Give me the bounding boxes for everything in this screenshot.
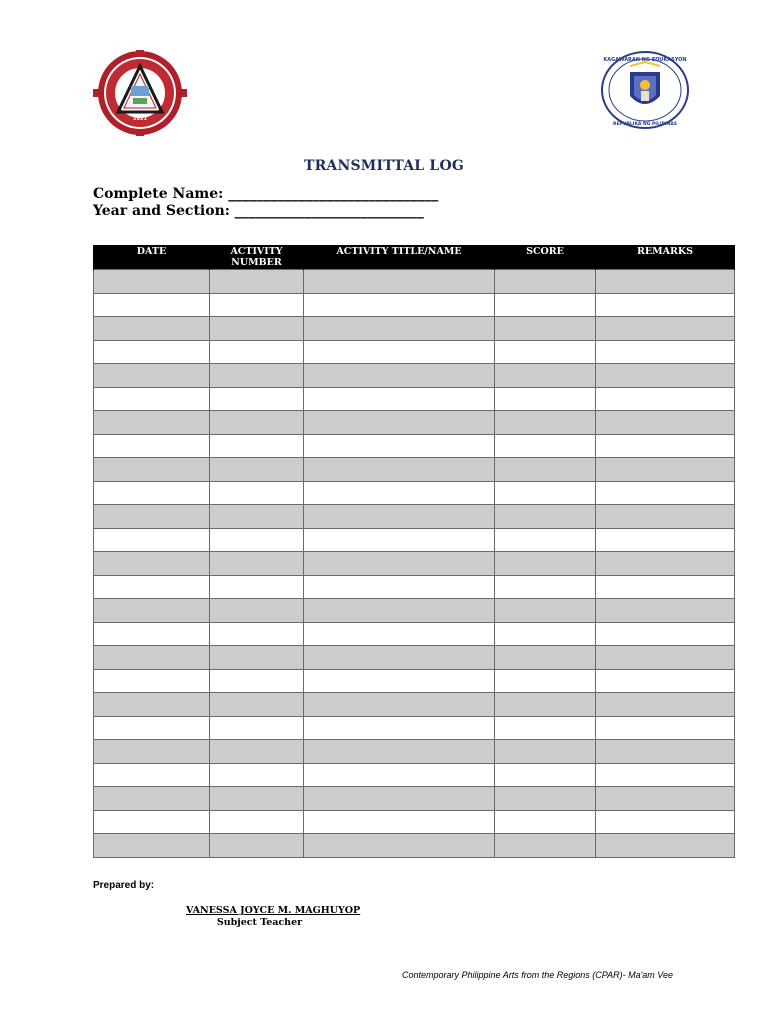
table-cell[interactable] [596, 716, 735, 740]
svg-text:KAGAWARAN NG EDUKASYON: KAGAWARAN NG EDUKASYON [603, 57, 687, 63]
table-cell[interactable] [94, 622, 210, 646]
table-cell[interactable] [94, 646, 210, 670]
table-row [94, 763, 735, 787]
table-row [94, 716, 735, 740]
column-header-activity-number: ACTIVITY NUMBER [210, 245, 304, 270]
table-row [94, 458, 735, 482]
table-cell[interactable] [304, 270, 495, 294]
table-cell[interactable] [210, 458, 304, 482]
table-cell[interactable] [304, 575, 495, 599]
year-section-field[interactable]: Year and Section: ___________________________ [93, 203, 424, 219]
table-cell[interactable] [495, 552, 596, 576]
table-cell[interactable] [210, 575, 304, 599]
table-cell[interactable] [304, 787, 495, 811]
table-body [94, 270, 735, 858]
table-row [94, 810, 735, 834]
table-cell[interactable] [495, 646, 596, 670]
table-cell[interactable] [596, 293, 735, 317]
column-header-remarks: REMARKS [596, 245, 735, 270]
table-cell[interactable] [304, 669, 495, 693]
table-row [94, 740, 735, 764]
table-cell[interactable] [495, 575, 596, 599]
table-cell[interactable] [495, 716, 596, 740]
table-cell[interactable] [495, 411, 596, 435]
table-cell[interactable] [94, 293, 210, 317]
table-cell[interactable] [596, 646, 735, 670]
table-row [94, 317, 735, 341]
table-cell[interactable] [495, 834, 596, 858]
table-cell[interactable] [495, 364, 596, 388]
table-cell[interactable] [596, 740, 735, 764]
table-cell[interactable] [210, 669, 304, 693]
page-title: TRANSMITTAL LOG [303, 158, 464, 174]
table-row [94, 528, 735, 552]
table-cell[interactable] [94, 340, 210, 364]
table-cell[interactable] [94, 834, 210, 858]
teacher-role: Subject Teacher [216, 917, 303, 928]
table-cell[interactable] [596, 458, 735, 482]
table-row [94, 599, 735, 623]
table-cell[interactable] [94, 669, 210, 693]
table-cell[interactable] [210, 528, 304, 552]
table-cell[interactable] [304, 364, 495, 388]
table-cell[interactable] [94, 575, 210, 599]
table-cell[interactable] [495, 340, 596, 364]
table-cell[interactable] [304, 810, 495, 834]
table-cell[interactable] [596, 411, 735, 435]
table-cell[interactable] [210, 317, 304, 341]
table-cell[interactable] [495, 505, 596, 529]
table-row [94, 646, 735, 670]
table-cell[interactable] [304, 340, 495, 364]
column-header-date: DATE [94, 245, 210, 270]
table-row [94, 834, 735, 858]
table-row [94, 411, 735, 435]
table-cell[interactable] [210, 693, 304, 717]
table-cell[interactable] [495, 693, 596, 717]
table-row [94, 387, 735, 411]
table-cell[interactable] [304, 763, 495, 787]
table-cell[interactable] [210, 622, 304, 646]
table-cell[interactable] [596, 317, 735, 341]
table-cell[interactable] [304, 528, 495, 552]
deped-seal-icon [600, 50, 690, 130]
table-cell[interactable] [596, 434, 735, 458]
table-cell[interactable] [94, 716, 210, 740]
svg-text:REPUBLIKA NG PILIPINAS: REPUBLIKA NG PILIPINAS [612, 122, 678, 127]
table-cell[interactable] [304, 317, 495, 341]
teacher-name: VANESSA JOYCE M. MAGHUYOP [186, 905, 361, 916]
table-cell[interactable] [596, 763, 735, 787]
table-cell[interactable] [495, 669, 596, 693]
table-cell[interactable] [210, 552, 304, 576]
table-cell[interactable] [596, 834, 735, 858]
table-cell[interactable] [596, 270, 735, 294]
table-cell[interactable] [596, 528, 735, 552]
table-cell[interactable] [94, 270, 210, 294]
table-row [94, 481, 735, 505]
table-cell[interactable] [304, 505, 495, 529]
table-cell[interactable] [304, 434, 495, 458]
table-cell[interactable] [210, 364, 304, 388]
table-cell[interactable] [495, 528, 596, 552]
table-cell[interactable] [94, 387, 210, 411]
table-cell[interactable] [596, 599, 735, 623]
table-row [94, 293, 735, 317]
table-row [94, 575, 735, 599]
table-row [94, 669, 735, 693]
table-cell[interactable] [210, 646, 304, 670]
table-cell[interactable] [495, 387, 596, 411]
table-cell[interactable] [94, 599, 210, 623]
table-cell[interactable] [210, 787, 304, 811]
table-cell[interactable] [596, 387, 735, 411]
table-row [94, 270, 735, 294]
table-cell[interactable] [304, 552, 495, 576]
table-cell[interactable] [210, 340, 304, 364]
table-cell[interactable] [94, 458, 210, 482]
table-cell[interactable] [94, 505, 210, 529]
table-cell[interactable] [596, 364, 735, 388]
table-cell[interactable] [495, 317, 596, 341]
table-cell[interactable] [94, 763, 210, 787]
table-cell[interactable] [304, 599, 495, 623]
table-cell[interactable] [304, 693, 495, 717]
table-row [94, 364, 735, 388]
table-cell[interactable] [596, 340, 735, 364]
table-cell[interactable] [304, 646, 495, 670]
table-cell[interactable] [210, 293, 304, 317]
table-cell[interactable] [495, 481, 596, 505]
table-cell[interactable] [495, 270, 596, 294]
table-cell[interactable] [596, 552, 735, 576]
table-cell[interactable] [210, 716, 304, 740]
table-cell[interactable] [210, 810, 304, 834]
table-cell[interactable] [210, 763, 304, 787]
table-cell[interactable] [596, 622, 735, 646]
table-cell[interactable] [210, 599, 304, 623]
table-cell[interactable] [94, 552, 210, 576]
table-cell[interactable] [94, 411, 210, 435]
table-cell[interactable] [210, 270, 304, 294]
table-row [94, 693, 735, 717]
table-cell[interactable] [495, 434, 596, 458]
table-cell[interactable] [94, 693, 210, 717]
table-row [94, 552, 735, 576]
complete-name-field[interactable]: Complete Name: ______________________________ [93, 186, 439, 202]
table-row [94, 340, 735, 364]
table-cell[interactable] [94, 810, 210, 834]
table-cell[interactable] [495, 293, 596, 317]
table-cell[interactable] [596, 669, 735, 693]
table-cell[interactable] [304, 293, 495, 317]
table-cell[interactable] [210, 505, 304, 529]
table-cell[interactable] [94, 481, 210, 505]
table-cell[interactable] [210, 834, 304, 858]
table-cell[interactable] [210, 387, 304, 411]
table-cell[interactable] [210, 740, 304, 764]
table-cell[interactable] [304, 716, 495, 740]
footer-note: Contemporary Philippine Arts from the Regions (CPAR)- Ma'am Vee [402, 970, 673, 980]
table-cell[interactable] [210, 481, 304, 505]
table-cell[interactable] [210, 434, 304, 458]
table-row [94, 787, 735, 811]
table-cell[interactable] [304, 740, 495, 764]
table-cell[interactable] [596, 693, 735, 717]
table-cell[interactable] [495, 599, 596, 623]
table-row [94, 505, 735, 529]
table-cell[interactable] [596, 810, 735, 834]
column-header-score: SCORE [495, 245, 596, 270]
table-cell[interactable] [94, 740, 210, 764]
table-cell[interactable] [495, 622, 596, 646]
table-cell[interactable] [304, 481, 495, 505]
table-cell[interactable] [210, 411, 304, 435]
table-cell[interactable] [596, 481, 735, 505]
table-cell[interactable] [596, 575, 735, 599]
table-row [94, 434, 735, 458]
table-cell[interactable] [94, 317, 210, 341]
table-cell[interactable] [304, 387, 495, 411]
table-cell[interactable] [94, 528, 210, 552]
table-cell[interactable] [94, 787, 210, 811]
table-header-row [94, 245, 735, 270]
prepared-by-label: Prepared by: [93, 880, 155, 891]
table-cell[interactable] [94, 364, 210, 388]
table-row [94, 622, 735, 646]
table-cell[interactable] [495, 458, 596, 482]
table-cell[interactable] [304, 458, 495, 482]
table-cell[interactable] [596, 505, 735, 529]
table-cell[interactable] [495, 787, 596, 811]
table-cell[interactable] [596, 787, 735, 811]
table-cell[interactable] [94, 434, 210, 458]
svg-text:1921: 1921 [133, 116, 147, 122]
table-cell[interactable] [304, 834, 495, 858]
table-cell[interactable] [495, 810, 596, 834]
table-cell[interactable] [304, 411, 495, 435]
column-header-activity-title: ACTIVITY TITLE/NAME [304, 245, 495, 270]
school-seal-icon [93, 50, 187, 136]
transmittal-table [93, 245, 735, 858]
table-cell[interactable] [495, 763, 596, 787]
table-cell[interactable] [304, 622, 495, 646]
table-cell[interactable] [495, 740, 596, 764]
